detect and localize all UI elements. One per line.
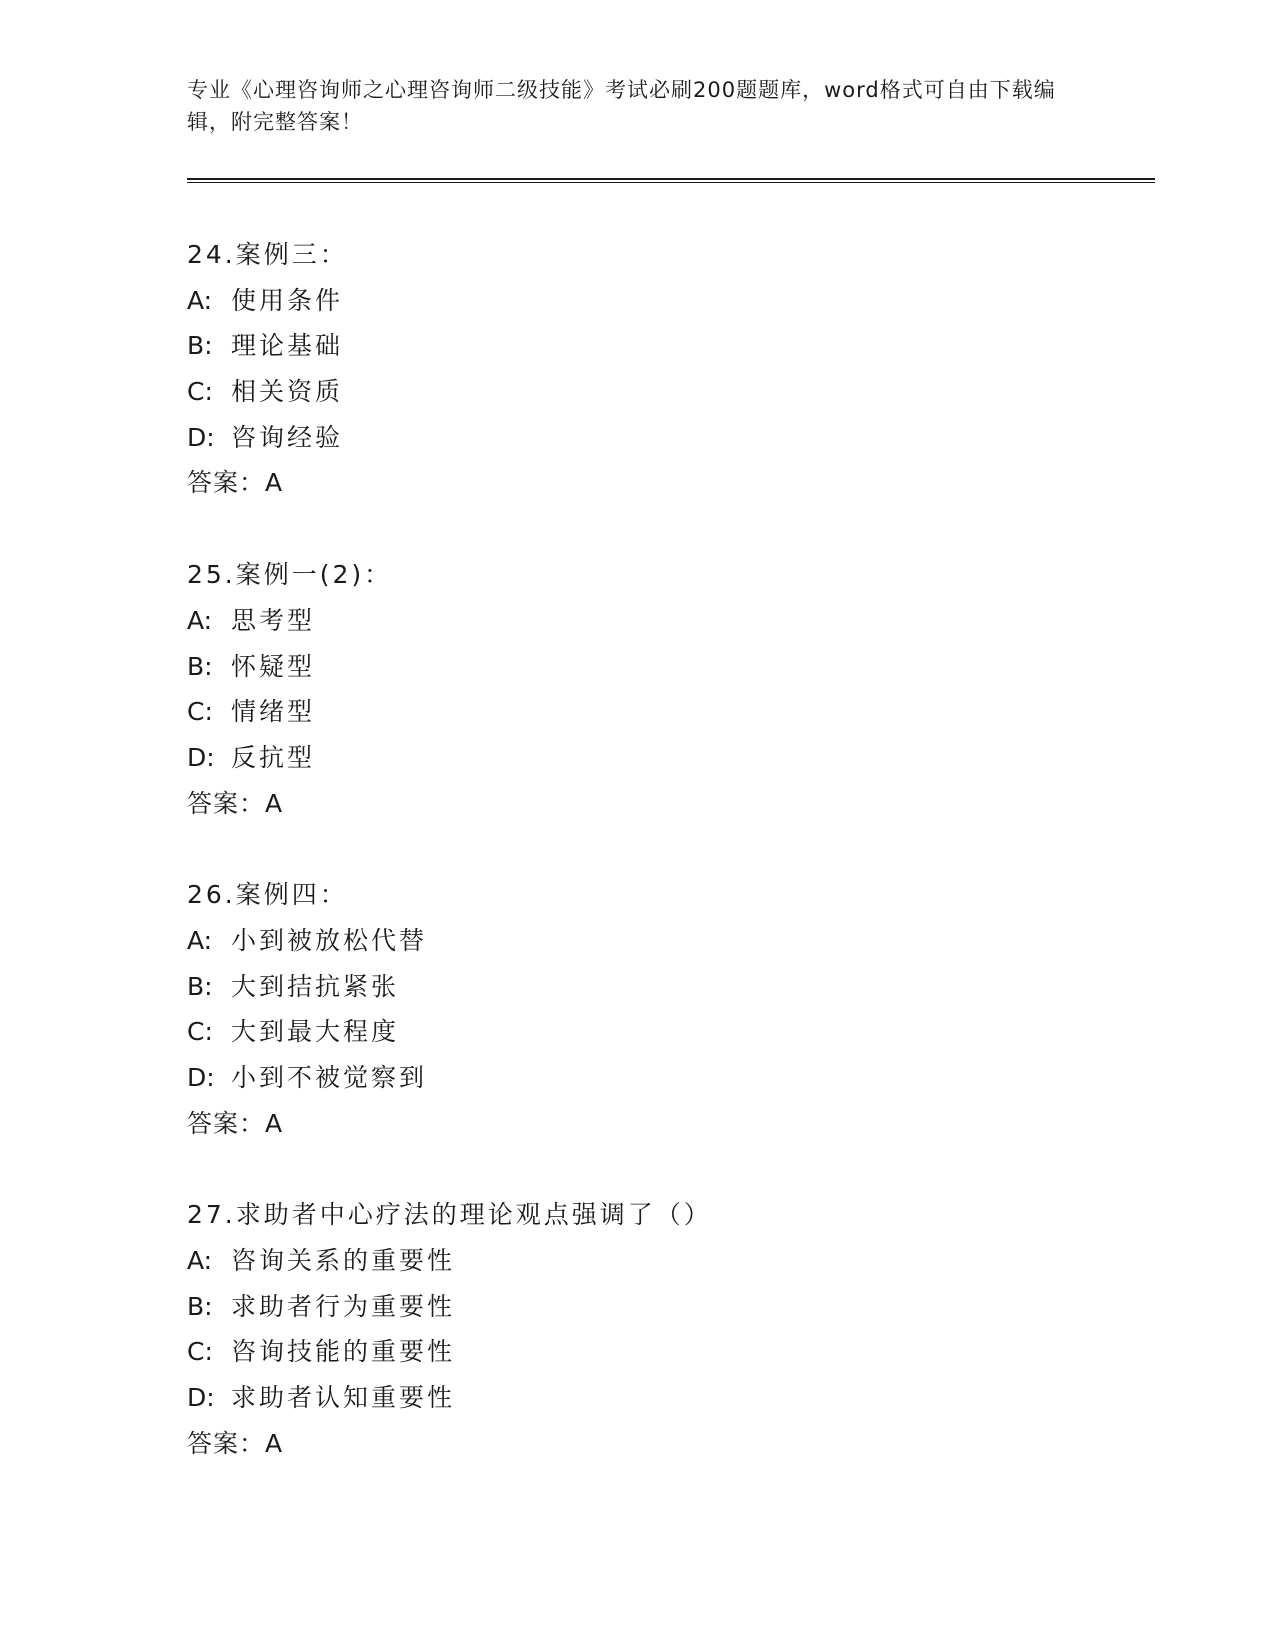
option-c — [187, 369, 1147, 415]
option-letter: C: — [187, 377, 213, 407]
option-text: 情绪型 — [231, 697, 316, 727]
option-letter: C: — [187, 1337, 213, 1367]
option-text: 大到拮抗紧张 — [231, 971, 400, 1001]
option-a — [187, 598, 1147, 644]
option-text: 相关资质 — [231, 377, 344, 407]
answer-line: 答案：A — [187, 788, 284, 818]
option-letter: A: — [187, 925, 213, 955]
option-letter: B: — [187, 1291, 213, 1321]
option-b — [187, 644, 1147, 690]
page-header-title: 专业《心理咨询师之心理咨询师二级技能》考试必刷200题题库，word格式可自由下载编辑，附完整答案！ — [187, 78, 1056, 134]
option-b — [187, 1284, 1147, 1330]
option-d — [187, 1055, 1147, 1101]
option-b — [187, 964, 1147, 1010]
question-item — [187, 1192, 1147, 1466]
option-text: 小到不被觉察到 — [231, 1063, 428, 1092]
option-d — [187, 415, 1147, 461]
option-letter: D: — [187, 1063, 215, 1092]
option-text: 使用条件 — [231, 285, 344, 315]
option-letter: A: — [187, 1246, 213, 1276]
option-text: 反抗型 — [231, 742, 316, 772]
question-stem: 24.案例三： — [187, 240, 348, 269]
option-text: 小到被放松代替 — [231, 925, 428, 955]
option-text: 咨询关系的重要性 — [231, 1246, 456, 1276]
option-text: 思考型 — [231, 605, 316, 635]
option-letter: C: — [187, 1017, 213, 1047]
option-c — [187, 689, 1147, 735]
option-letter: B: — [187, 651, 213, 681]
option-letter: D: — [187, 1383, 215, 1413]
option-text: 理论基础 — [231, 331, 344, 361]
question-stem: 27.求助者中心疗法的理论观点强调了（） — [187, 1200, 712, 1230]
option-letter: D: — [187, 422, 215, 452]
option-b — [187, 323, 1147, 369]
option-a — [187, 278, 1147, 324]
option-letter: B: — [187, 331, 213, 361]
option-c — [187, 1329, 1147, 1375]
option-letter: C: — [187, 697, 213, 727]
option-letter: B: — [187, 971, 213, 1001]
option-c — [187, 1009, 1147, 1055]
option-text: 大到最大程度 — [231, 1017, 400, 1047]
option-a — [187, 1238, 1147, 1284]
option-letter: D: — [187, 742, 215, 772]
option-letter: A: — [187, 605, 213, 635]
option-text: 怀疑型 — [231, 651, 316, 681]
option-text: 求助者行为重要性 — [231, 1291, 456, 1321]
option-d — [187, 735, 1147, 781]
answer-line: 答案：A — [187, 1428, 284, 1458]
question-stem: 25.案例一(2)： — [187, 560, 393, 590]
answer-line: 答案：A — [187, 1108, 284, 1138]
answer-line: 答案：A — [187, 468, 284, 498]
option-text: 咨询技能的重要性 — [231, 1337, 456, 1367]
header-divider — [187, 178, 1155, 183]
question-list — [187, 232, 1147, 1513]
option-a — [187, 918, 1147, 964]
option-text: 咨询经验 — [231, 422, 344, 452]
option-d — [187, 1375, 1147, 1421]
question-stem: 26.案例四： — [187, 880, 348, 910]
question-item — [187, 872, 1147, 1146]
question-item — [187, 232, 1147, 506]
option-letter: A: — [187, 285, 213, 315]
question-item — [187, 552, 1147, 826]
option-text: 求助者认知重要性 — [231, 1383, 456, 1413]
